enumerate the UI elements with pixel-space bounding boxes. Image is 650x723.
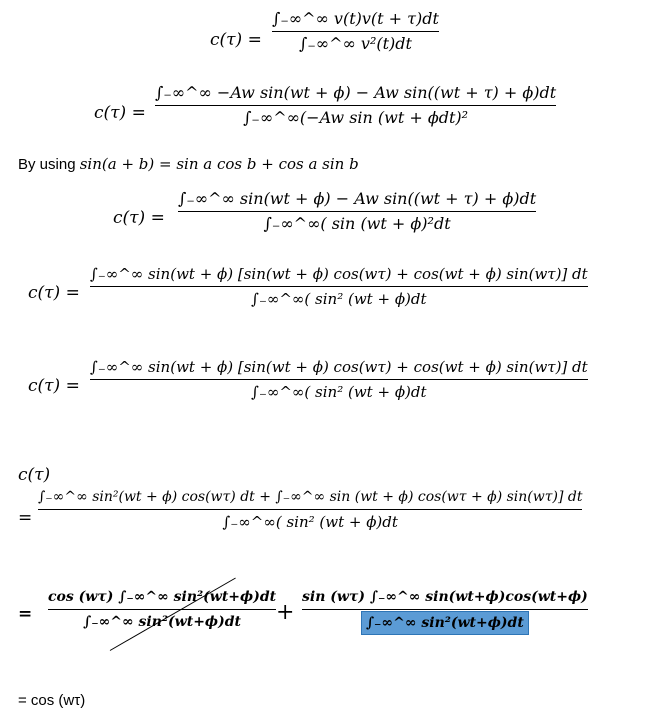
eq4-numerator: ∫₋∞^∞ sin(wt + ϕ) [sin(wt + ϕ) cos(wτ) + cos(wt + ϕ) sin(wτ)] dt [90,265,588,283]
identity-formula: sin(a + b) = sin a cos b + cos a sin b [79,155,359,173]
eq7-plus: + [276,600,295,625]
eq3-fraction [178,188,536,235]
eq6-numerator: ∫₋∞^∞ sin²(wt + ϕ) cos(wτ) dt + ∫₋∞^∞ sin (wt + ϕ) cos(wτ + ϕ) sin(wτ)] dt [38,489,583,505]
eq6-equals: = [18,508,33,528]
eq7-frac2-numerator: sin (wτ) ∫₋∞^∞ sin(wt+ϕ)cos(wt+ϕ) [302,589,588,605]
eq1-denominator: ∫₋∞^∞ v²(t)dt [298,34,412,53]
eq7-frac1-numerator: cos (wτ) ∫₋∞^∞ sin²(wt+ϕ)dt [48,589,277,605]
eq6-fraction-bar [38,509,582,510]
eq4-fraction [90,263,588,310]
eq6-lhs: c(τ) [18,465,51,485]
eq2-fraction [155,82,556,129]
eq2-lhs: c(τ) = [94,103,146,123]
eq3-fraction-bar [178,211,536,212]
eq5-fraction-bar [90,379,588,380]
eq7-frac2-denominator-highlighted: ∫₋∞^∞ sin²(wt+ϕ)dt [361,611,529,635]
eq5-lhs: c(τ) = [28,376,80,396]
eq1-numerator: ∫₋∞^∞ v(t)v(t + τ)dt [272,9,439,28]
eq1-fraction [272,8,439,55]
eq2-numerator: ∫₋∞^∞ −Aw sin(wt + ϕ) − Aw sin((wt + τ) + ϕ)dt [155,83,557,102]
eq5-numerator: ∫₋∞^∞ sin(wt + ϕ) [sin(wt + ϕ) cos(wτ) + cos(wt + ϕ) sin(wτ)] dt [90,358,588,376]
eq4-lhs: c(τ) = [28,283,80,303]
identity-line [18,155,359,173]
eq1-lhs: c(τ) = [210,30,262,50]
eq2-fraction-bar [155,105,556,106]
eq7-frac1-bar [48,609,276,610]
eq7-fraction-1 [48,586,276,633]
eq1-fraction-bar [272,31,439,32]
eq6-denominator: ∫₋∞^∞( sin² (wt + ϕ)dt [222,513,398,531]
eq3-numerator: ∫₋∞^∞ sin(wt + ϕ) − Aw sin((wt + τ) + ϕ)dt [178,189,537,208]
eq4-fraction-bar [90,286,588,287]
eq4-denominator: ∫₋∞^∞( sin² (wt + ϕ)dt [251,290,427,308]
eq2-denominator: ∫₋∞^∞(−Aw sin (wt + ϕdt)² [243,108,469,127]
result-line: = cos (wτ) [18,692,86,709]
eq3-lhs: c(τ) = [113,208,165,228]
eq7-fraction-2 [302,586,588,635]
eq5-denominator: ∫₋∞^∞( sin² (wt + ϕ)dt [251,383,427,401]
eq7-frac2-bar [302,609,588,610]
eq3-denominator: ∫₋∞^∞( sin (wt + ϕ)²dt [263,214,451,233]
eq6-fraction [38,486,582,533]
eq7-frac1-denominator: ∫₋∞^∞ sin²(wt+ϕ)dt [83,614,241,630]
eq7-equals: = [18,604,33,624]
identity-prefix: By using [18,156,76,173]
eq5-fraction [90,356,588,403]
